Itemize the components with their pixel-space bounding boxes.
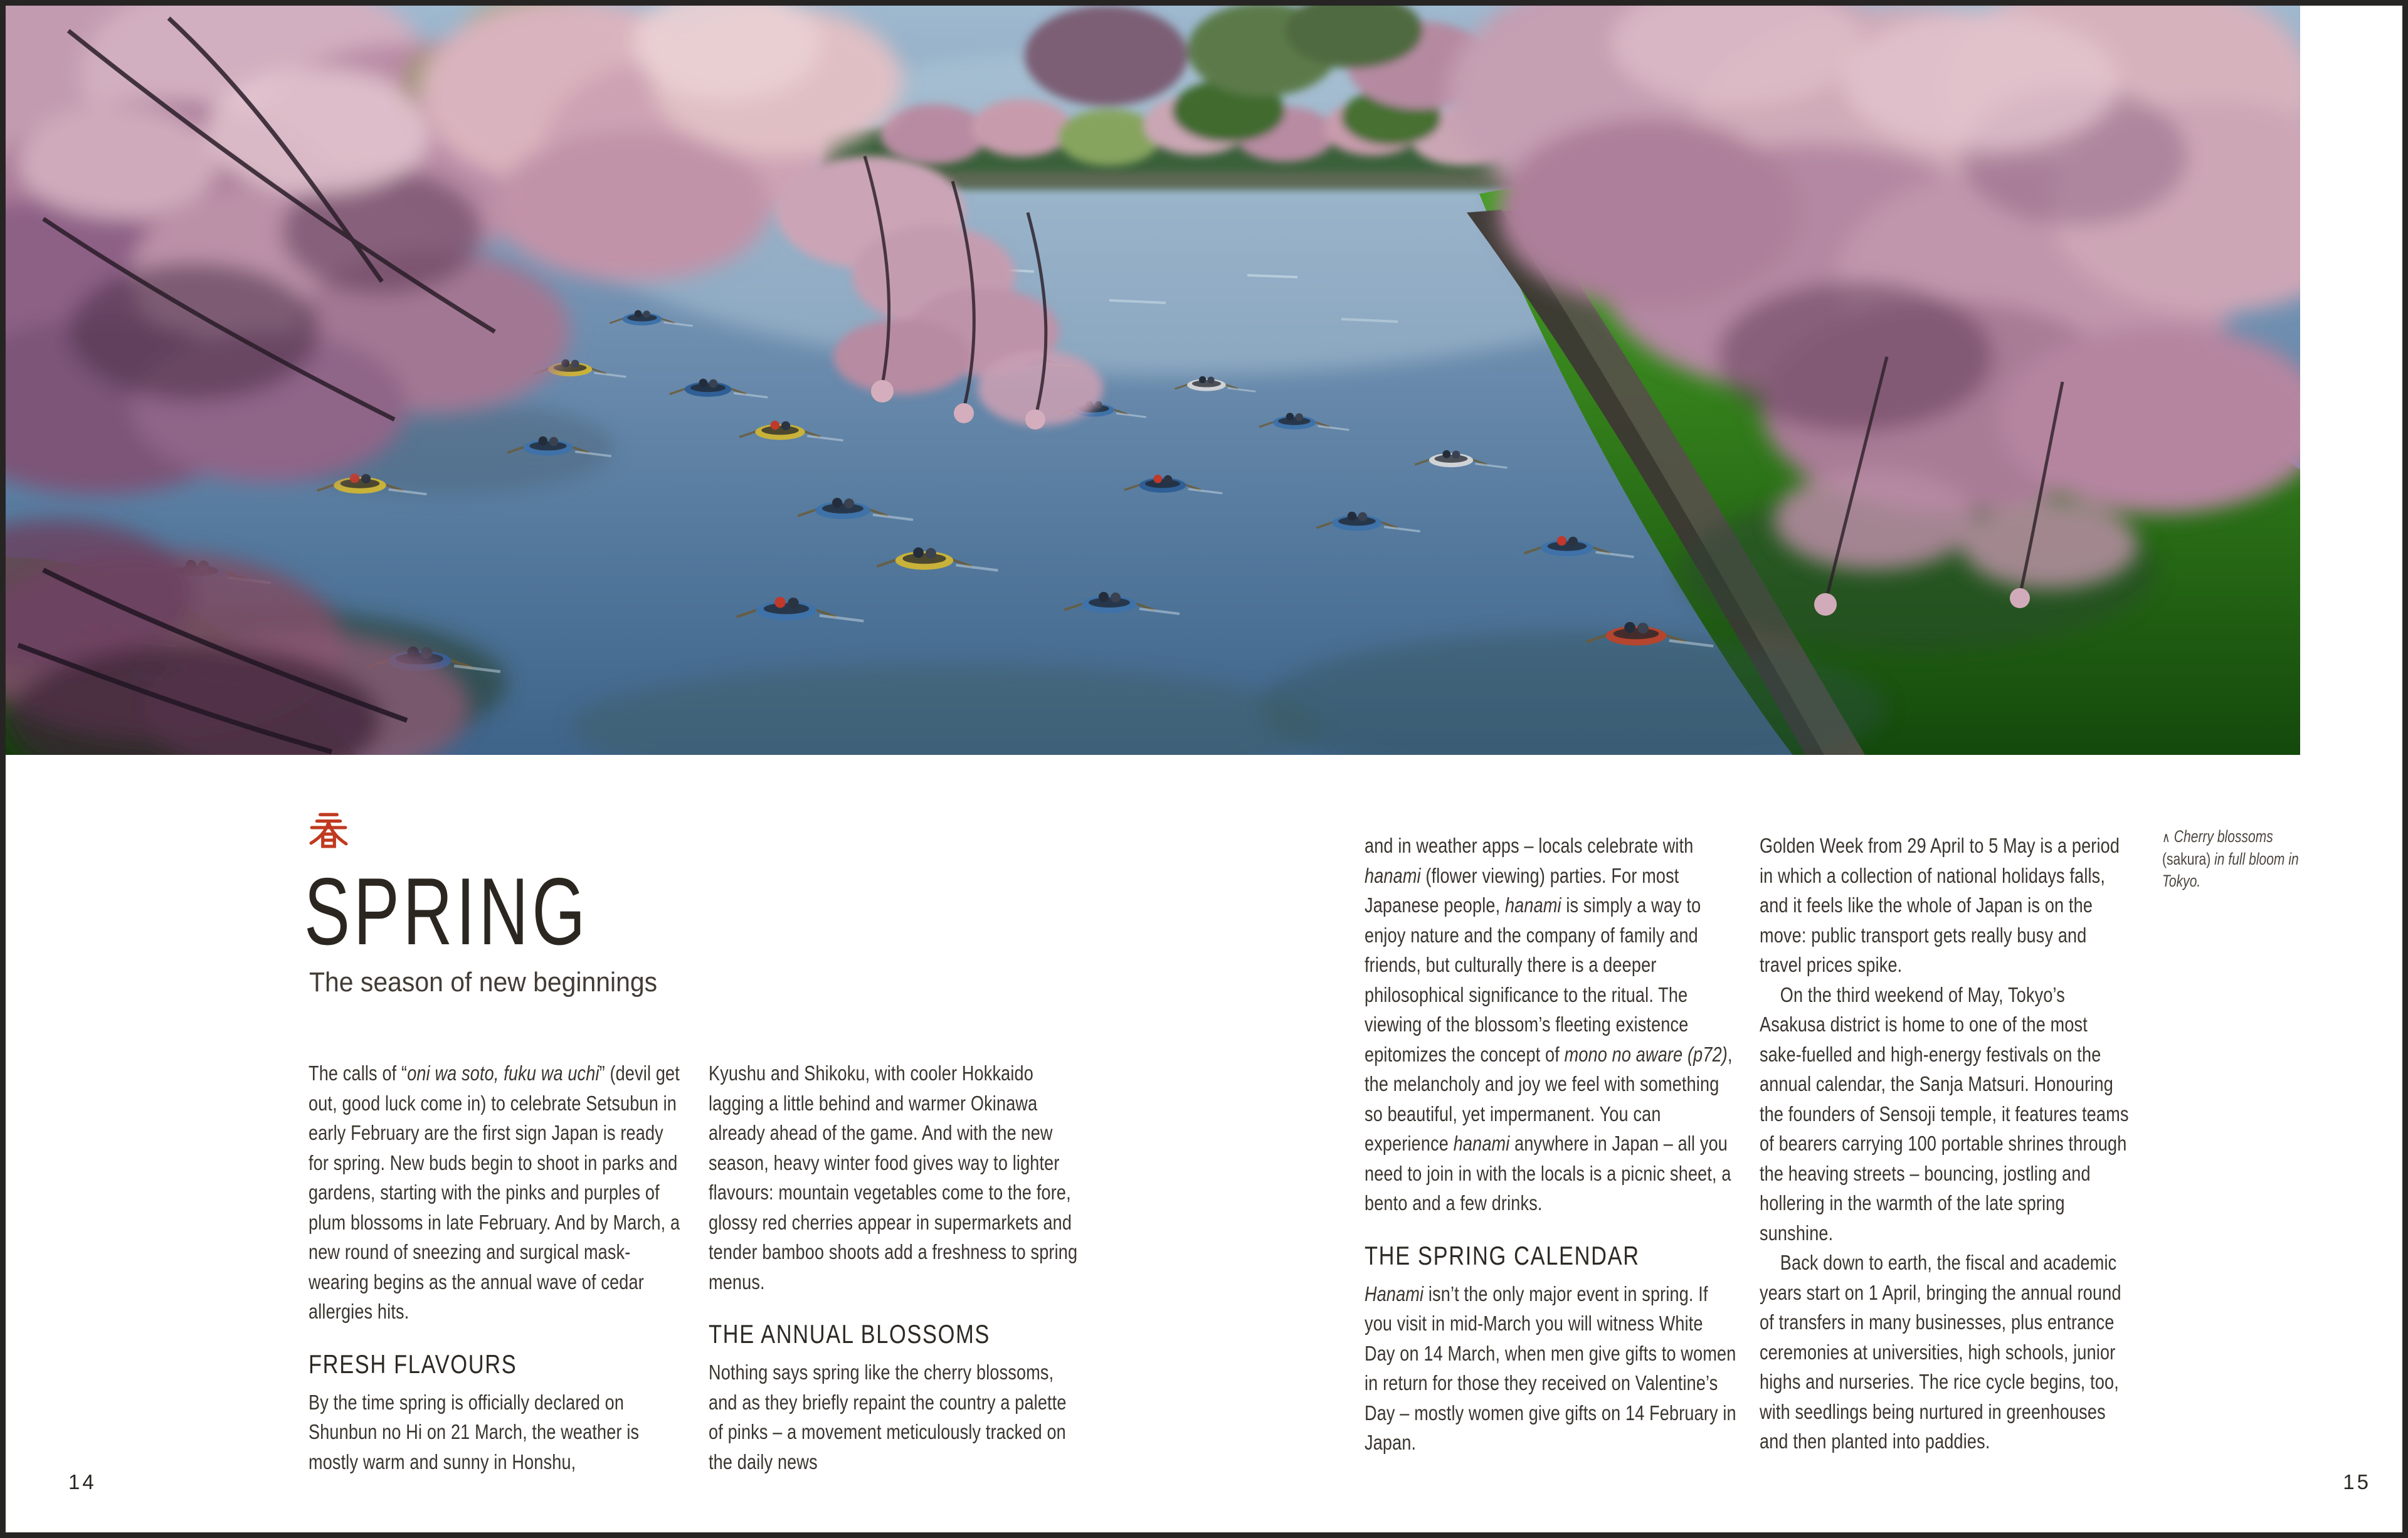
column-4 bbox=[1760, 831, 2132, 1456]
section-heading-spring-calendar: THE SPRING CALENDAR bbox=[1365, 1240, 1640, 1270]
photo-caption bbox=[2162, 826, 2309, 892]
body-paragraph: Golden Week from 29 April to 5 May is a period in which a collection of national holidays falls, and it feels like the whole of Japan is on the move: public transport gets really busy and travel prices spike. bbox=[1760, 834, 2120, 976]
page-title: SPRING bbox=[304, 858, 589, 965]
page-subtitle: The season of new beginnings bbox=[309, 967, 658, 998]
body-paragraph: The calls of “oni wa soto, fuku wa uchi” (devil get out, good luck come in) to celebrate Setsubun in early February are the first sign Japan is ready for spring. New buds begin to shoot in parks and gardens, starting with the pinks and purples of plum blossoms in late February. And by March, a new round of sneezing and surgical mask-wearing begins as the annual wave of cedar allergies hits. bbox=[309, 1061, 680, 1323]
body-paragraph: Back down to earth, the fiscal and academic years start on 1 April, bringing the annual round of transfers in many businesses, plus entrance ceremonies at universities, high schools, junior highs and nurseries. The rice cycle begins, too, with seedlings being nurtured in greenhouses and then planted into paddies. bbox=[1760, 1251, 2121, 1453]
column-3 bbox=[1365, 831, 1737, 1458]
hero-photo-cherry-blossom-river bbox=[6, 6, 2300, 755]
body-paragraph: Kyushu and Shikoku, with cooler Hokkaido lagging a little behind and warmer Okinawa already ahead of the game. And with the new season, heavy winter food gives way to lighter flavours: mountain vegetables come to the fore, glossy red cherries appear in supermarkets and tender bamboo shoots add a freshness to spring menus. bbox=[709, 1061, 1078, 1293]
caption-arrow-icon: ∧ bbox=[2162, 830, 2170, 845]
section-heading-fresh-flavours: FRESH FLAVOURS bbox=[309, 1349, 517, 1379]
body-paragraph: Nothing says spring like the cherry blossoms, and as they briefly repaint the country a palette of pinks – a movement meticulously tracked on the daily news bbox=[709, 1361, 1067, 1473]
page-number-right: 15 bbox=[2343, 1470, 2371, 1493]
section-heading-annual-blossoms: THE ANNUAL BLOSSOMS bbox=[709, 1319, 991, 1349]
body-paragraph: On the third weekend of May, Tokyo’s Asakusa district is home to one of the most sake-fuelled and high-energy festivals on the annual calendar, the Sanja Matsuri. Honouring the founders of Sensoji temple, it features teams of bearers carrying 100 portable shrines through the heaving streets – bouncing, jostling and hollering in the warmth of the late spring sunshine. bbox=[1760, 982, 2129, 1245]
body-paragraph: and in weather apps – locals celebrate with hanami (flower viewing) parties. For most Japanese people, hanami is simply a way to enjoy nature and the company of family and friends, but culturally there is a deeper philosophical significance to the ritual. The viewing of the blossom’s fleeting existence epitomizes the concept of mono no aware (p72), the melancholy and joy we feel with something so beautiful, yet impermanent. You can experience hanami anywhere in Japan – all you need to join in with the locals is a picnic sheet, a bento and a few drinks. bbox=[1365, 834, 1733, 1214]
column-2 bbox=[709, 1058, 1081, 1477]
spring-kanji-icon bbox=[309, 809, 348, 848]
body-paragraph: Hanami isn’t the only major event in spring. If you visit in mid-March you will witness White Day on 14 March, when men give gifts to women in return for those they received on Valentine’s Day – mostly women give gifts on 14 February in Japan. bbox=[1365, 1282, 1736, 1455]
body-paragraph: By the time spring is officially declared on Shunbun no Hi on 21 March, the weather is mostly warm and sunny in Honshu, bbox=[309, 1390, 640, 1473]
page-number-left: 14 bbox=[68, 1470, 97, 1493]
column-1 bbox=[309, 1058, 681, 1477]
caption-text: Cherry blossoms (sakura) in full bloom in Tokyo. bbox=[2162, 827, 2299, 890]
